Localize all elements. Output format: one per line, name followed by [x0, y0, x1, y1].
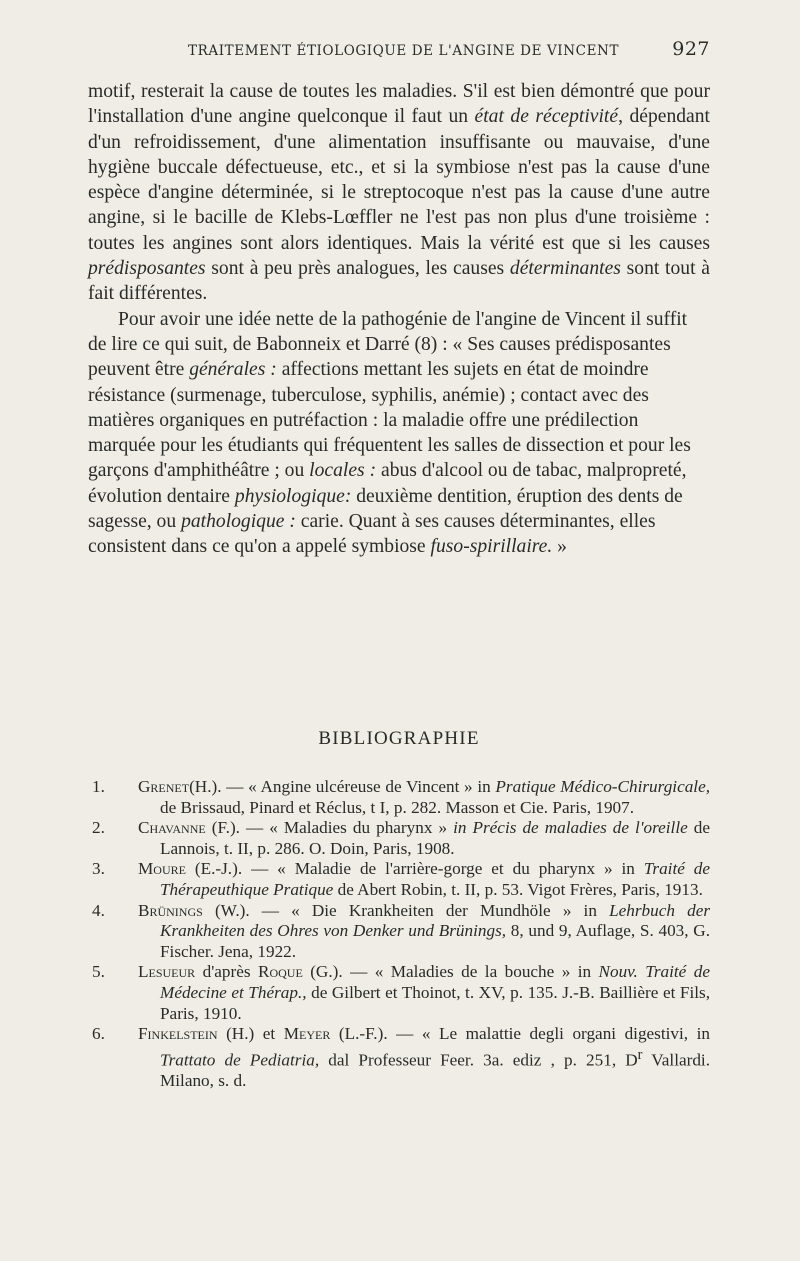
- entry-author: Lesueur: [138, 962, 196, 982]
- entry-text: [138, 859, 711, 900]
- italic-term: fuso-spirillaire.: [430, 536, 553, 558]
- entry-segment: de Lannois, t. II, p. 286. O. Doin, Paris, 1908.: [160, 818, 710, 858]
- entry-segment: de Gilbert et Thoinot, t. XV, p. 135. J.-B. Baillière et Fils, Paris, 1910.: [160, 982, 711, 1023]
- italic-term: état de réceptivité: [474, 106, 619, 128]
- paragraph-text: carie. Quant à ses causes déterminantes, elles consistent dans ce qu'on a appelé symbiose: [88, 511, 656, 558]
- entry-segment: — « Maladies de la bouche » in: [342, 962, 599, 982]
- entry-author: Chavanne: [138, 818, 206, 838]
- entry-segment: — « Die Krankheiten der Mundhöle » in: [249, 900, 610, 920]
- entry-source: Trattato de Pediatria,: [160, 1050, 320, 1070]
- entry-text: [138, 900, 711, 963]
- italic-term: physiologique:: [234, 485, 352, 507]
- running-title: TRAITEMENT ÉTIOLOGIQUE DE L'ANGINE DE VINCENT: [188, 43, 620, 59]
- bibliography-list: [88, 777, 710, 1092]
- entry-source: in Précis de maladies de l'oreille: [453, 818, 688, 838]
- italic-term: générales :: [189, 359, 277, 381]
- entry-source: Traité de Thérapeuthique Pratique: [160, 859, 711, 899]
- entry-author: Meyer: [283, 1024, 331, 1044]
- entry-source: Nouv. Traité de Médecine et Thérap.,: [160, 962, 710, 1002]
- entry-author: Moure: [138, 859, 186, 879]
- paragraph-2: [88, 307, 710, 560]
- entry-initials: (W.).: [202, 900, 250, 920]
- italic-term: pathologique :: [181, 511, 296, 533]
- entry-superscript: r: [637, 1046, 643, 1063]
- bibliography-entry: [88, 818, 710, 859]
- entry-initials: (E.-J.).: [185, 859, 243, 879]
- entry-number: 2.: [92, 818, 105, 838]
- entry-source: Lehrbuch der Krankheiten des Ohres von Denker und Brünings,: [160, 900, 711, 941]
- paragraph-text: deuxième dentition, éruption des dents de sagesse, ou: [88, 485, 683, 533]
- paragraph-text: motif, resterait la cause de toutes les maladies. S'il est bien démontré que pour l'installation d'une angine quelconque il faut un: [88, 81, 710, 128]
- bibliography-entry: [88, 859, 710, 900]
- bibliography-title: BIBLIOGRAPHIE: [318, 728, 480, 749]
- entry-segment: — « Angine ulcéreuse de Vincent » in: [221, 777, 496, 796]
- entry-number: 6.: [92, 1024, 105, 1044]
- page-header: [88, 38, 710, 60]
- paragraph-text: »: [552, 536, 567, 558]
- bibliography-entry: [88, 777, 710, 818]
- entry-segment: dal Professeur Feer. 3a. ediz , p. 251, D: [319, 1050, 638, 1070]
- entry-segment: — « Le malattie degli organi digestivi, in: [387, 1024, 710, 1044]
- entry-segment: de Brissaud, Pinard et Réclus, t I, p. 282. Masson et Cie. Paris, 1907.: [160, 797, 635, 817]
- entry-number: 4.: [92, 900, 105, 920]
- paragraph-text: sont tout à fait différentes.: [88, 258, 710, 305]
- body-text: [88, 79, 710, 560]
- paragraph-text: Pour avoir une idée nette de la pathogénie de l'angine de Vincent il suffit de lire ce qui suit, de Babonneix et Darré (8) : « Ses causes prédisposantes peuvent être: [88, 308, 688, 381]
- entry-author: Roque: [257, 962, 303, 982]
- entry-author: Grenet: [138, 777, 190, 796]
- entry-number: 1.: [92, 777, 105, 796]
- entry-initials: (H.) et: [217, 1024, 284, 1044]
- italic-term: déterminantes: [509, 258, 621, 280]
- paragraph-text: abus d'alcool ou de tabac, malpropreté, évolution dentaire: [88, 460, 687, 507]
- entry-text: [138, 818, 710, 859]
- entry-initials: (H.).: [189, 777, 222, 796]
- page-number: 927: [672, 38, 710, 60]
- entry-initials: (F.).: [205, 818, 240, 838]
- entry-text: [138, 777, 710, 818]
- entry-segment: de Abert Robin, t. II, p. 53. Vigot Frères, Paris, 1913.: [333, 879, 703, 899]
- entry-source: Pratique Médico-Chirurgicale,: [495, 777, 710, 796]
- bibliography-entry: [88, 962, 710, 1024]
- paragraph-1: [88, 79, 710, 307]
- entry-text: [138, 962, 711, 1024]
- paragraph-text: affections mettant les sujets en état de moindre résistance (surmenage, tuberculose, syphilis, anémie) ; contact avec des matières organiques en putréfaction : la maladie offre une prédilection marquée pour les étudiants qui fréquentent les salles de dissection et pour les garçons d'amphithéâtre ; ou: [88, 359, 691, 482]
- bibliography-entry: [88, 901, 710, 963]
- entry-author: Finkelstein: [138, 1024, 218, 1044]
- entry-author: Brünings: [138, 900, 203, 920]
- entry-segment: Vallardi. Milano, s. d.: [160, 1050, 710, 1091]
- paragraph-text: , dépendant d'un refroidissement, d'une alimentation insuffisante ou mauvaise, d'une hygiène buccale défectueuse, etc., et si la symbiose n'est pas la cause d'une espèce d'angine déterminée, si le streptocoque n'est pas la cause d'une autre angine, si le bacille de Klebs-Lœffler ne l'est pas non plus d'une troisième : toutes les angines sont alors identiques. Mais la vérité est que si les causes: [88, 106, 710, 254]
- entry-number: 3.: [92, 859, 105, 879]
- italic-term: locales :: [309, 460, 377, 482]
- entry-initials: d'après: [195, 962, 258, 982]
- bibliography-entry: [88, 1024, 710, 1092]
- entry-initials: (G.).: [302, 962, 343, 982]
- entry-text: [138, 1024, 710, 1092]
- entry-number: 5.: [92, 962, 105, 982]
- entry-segment: 8, und 9, Auflage, S. 403, G. Fischer. Jena, 1922.: [160, 921, 710, 961]
- italic-term: prédisposantes: [88, 258, 206, 280]
- entry-initials: (L.-F.).: [330, 1024, 388, 1044]
- paragraph-text: sont à peu près analogues, les causes: [205, 258, 510, 280]
- entry-segment: — « Maladie de l'arrière-gorge et du pharynx » in: [242, 859, 644, 879]
- entry-segment: — « Maladies du pharynx »: [239, 818, 454, 838]
